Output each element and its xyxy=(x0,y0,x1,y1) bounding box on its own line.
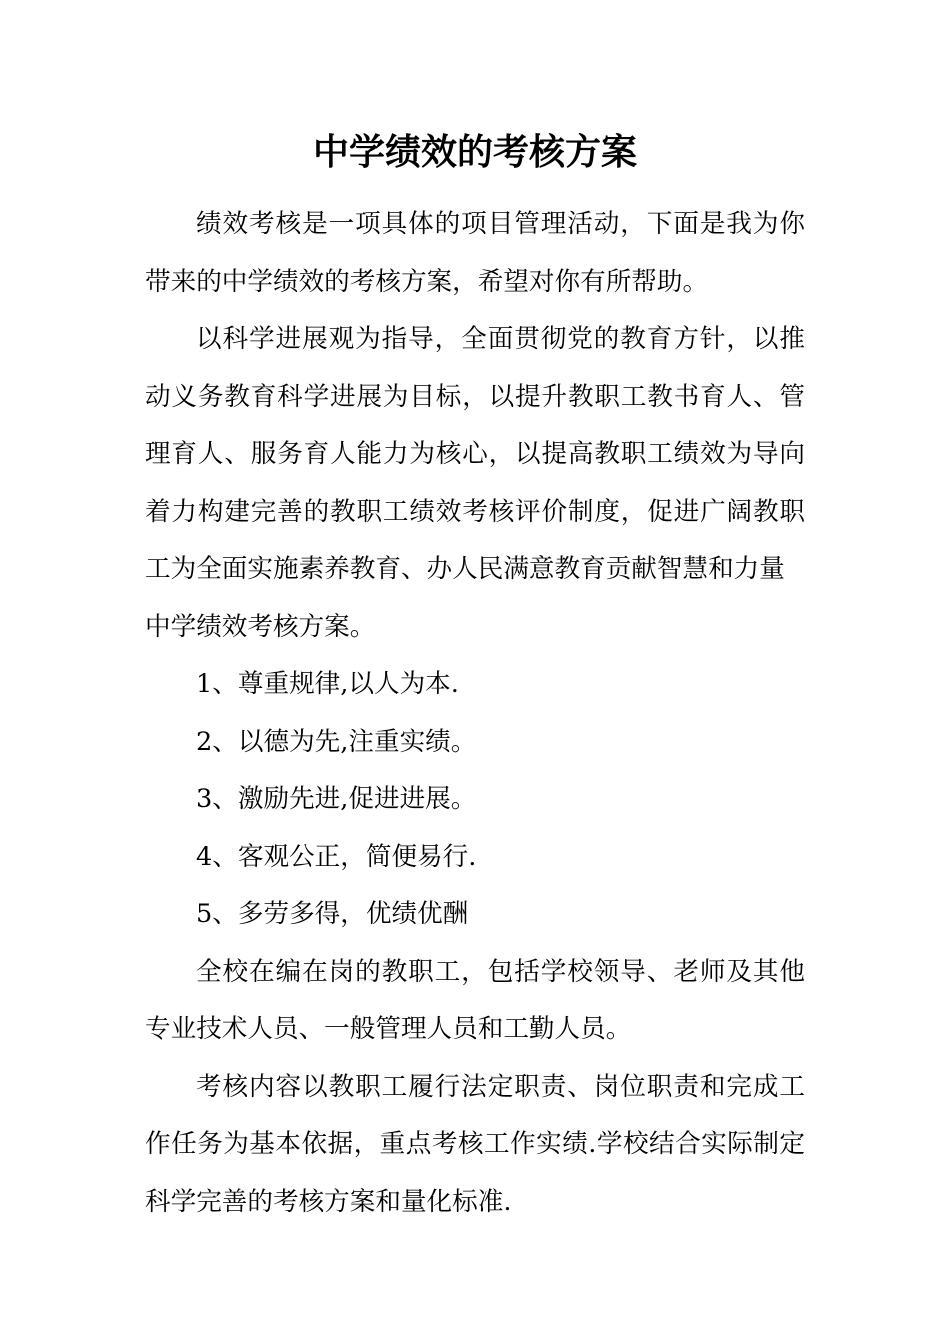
principle-item-2: 2、以德为先,注重实绩。 xyxy=(196,726,477,757)
paragraph-intro: 绩效考核是一项具体的项目管理活动，下面是我为你带来的中学绩效的考核方案，希望对你有所帮助。 xyxy=(145,209,805,297)
principle-item-3: 3、激励先进,促进进展。 xyxy=(196,784,477,814)
paragraph-guiding-principle: 以科学进展观为指导，全面贯彻党的教育方针，以推动义务教育科学进展为目标，以提升教职工教书育人、管理育人、服务育人能力为核心，以提高教职工绩效为导向着力构建完善的教职工绩效考核评价制度，促进广阔教职工为全面实施素养教育、办人民满意教育贡献智慧和力量 xyxy=(145,324,805,584)
paragraph-scope: 全校在编在岗的教职工，包括学校领导、老师及其他专业技术人员、一般管理人员和工勤人员。 xyxy=(145,956,805,1044)
paragraph-scheme-name: 中学绩效考核方案。 xyxy=(145,611,376,642)
document-title: 中学绩效的考核方案 xyxy=(312,131,637,173)
document-body xyxy=(145,196,805,1231)
principle-item-1: 1、尊重规律,以人为本. xyxy=(196,669,459,699)
paragraph-content: 考核内容以教职工履行法定职责、岗位职责和完成工作任务为基本依据，重点考核工作实绩.学校结合实际制定科学完善的考核方案和量化标准. xyxy=(145,1071,805,1217)
principle-item-5: 5、多劳多得，优绩优酬 xyxy=(196,899,469,929)
principle-item-4: 4、客观公正，简便易行. xyxy=(196,841,477,872)
